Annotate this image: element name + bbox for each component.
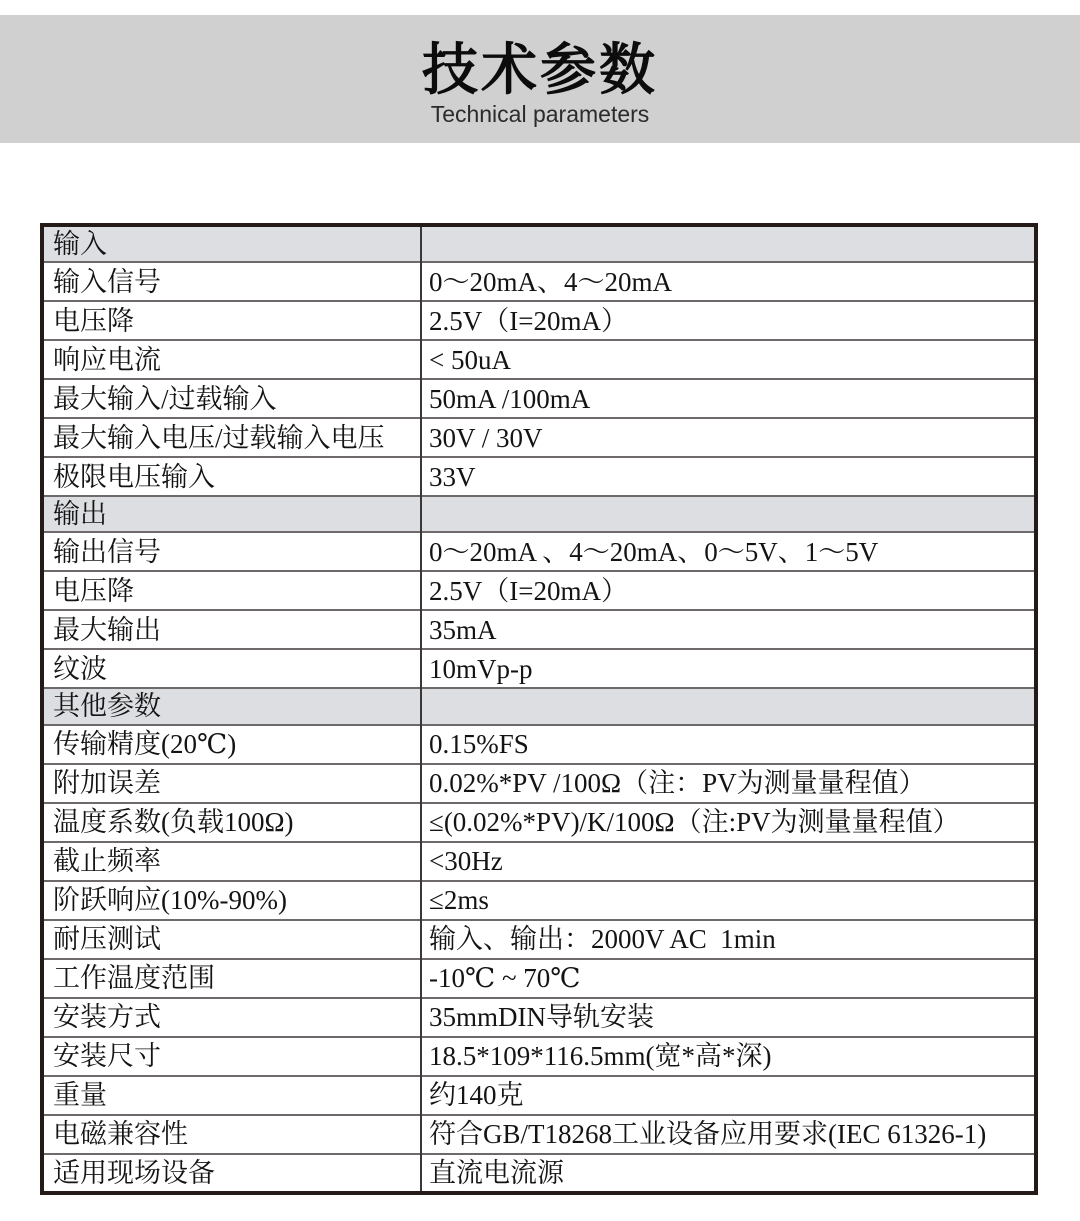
- table-row: [42, 457, 1036, 496]
- spec-table: [40, 223, 1038, 1195]
- row-value: <30Hz: [421, 842, 1036, 881]
- table-row: [42, 842, 1036, 881]
- section-value: [421, 688, 1036, 724]
- table-row: [42, 1037, 1036, 1076]
- row-label: 响应电流: [42, 340, 421, 379]
- row-value: 输入、输出：2000V AC 1min: [421, 920, 1036, 959]
- row-label: 电磁兼容性: [42, 1115, 421, 1154]
- table-row: [42, 725, 1036, 764]
- section-row-output: [42, 496, 1036, 532]
- row-value: 约140克: [421, 1076, 1036, 1115]
- title-band: [0, 15, 1080, 143]
- row-label: 附加误差: [42, 764, 421, 803]
- row-value: 0～20mA 、4～20mA、0～5V、1～5V: [421, 532, 1036, 571]
- section-row-input: [42, 225, 1036, 262]
- row-label: 传输精度(20℃): [42, 725, 421, 764]
- row-label: 阶跃响应(10%-90%): [42, 881, 421, 920]
- row-value: -10℃ ~ 70℃: [421, 959, 1036, 998]
- table-row: [42, 571, 1036, 610]
- row-label: 最大输入电压/过载输入电压: [42, 418, 421, 457]
- row-value: 10mVp-p: [421, 649, 1036, 688]
- row-value: 35mmDIN导轨安装: [421, 998, 1036, 1037]
- row-label: 工作温度范围: [42, 959, 421, 998]
- row-value: 符合GB/T18268工业设备应用要求(IEC 61326-1): [421, 1115, 1036, 1154]
- table-row: [42, 340, 1036, 379]
- section-label: 输入: [42, 225, 421, 262]
- table-row: [42, 998, 1036, 1037]
- row-label: 安装尺寸: [42, 1037, 421, 1076]
- page-subtitle: Technical parameters: [430, 101, 650, 127]
- row-value: 0～20mA、4～20mA: [421, 262, 1036, 301]
- row-value: 35mA: [421, 610, 1036, 649]
- section-label: 输出: [42, 496, 421, 532]
- section-label: 其他参数: [42, 688, 421, 724]
- row-value: 33V: [421, 457, 1036, 496]
- row-label: 安装方式: [42, 998, 421, 1037]
- table-row: [42, 262, 1036, 301]
- row-value: 2.5V（I=20mA）: [421, 301, 1036, 340]
- row-value: 2.5V（I=20mA）: [421, 571, 1036, 610]
- table-row: [42, 532, 1036, 571]
- table-row: [42, 1076, 1036, 1115]
- row-value: 30V / 30V: [421, 418, 1036, 457]
- row-value: ≤2ms: [421, 881, 1036, 920]
- row-value: 0.15%FS: [421, 725, 1036, 764]
- row-value: 0.02%*PV /100Ω（注：PV为测量量程值）: [421, 764, 1036, 803]
- row-value: ≤(0.02%*PV)/K/100Ω（注:PV为测量量程值）: [421, 803, 1036, 842]
- section-row-other: [42, 688, 1036, 724]
- row-label: 最大输出: [42, 610, 421, 649]
- table-row: [42, 418, 1036, 457]
- section-value: [421, 496, 1036, 532]
- section-value: [421, 225, 1036, 262]
- table-row: [42, 649, 1036, 688]
- row-label: 极限电压输入: [42, 457, 421, 496]
- row-label: 温度系数(负载100Ω): [42, 803, 421, 842]
- row-value: 50mA /100mA: [421, 379, 1036, 418]
- row-label: 耐压测试: [42, 920, 421, 959]
- row-label: 截止频率: [42, 842, 421, 881]
- row-value: 18.5*109*116.5mm(宽*高*深): [421, 1037, 1036, 1076]
- row-label: 电压降: [42, 301, 421, 340]
- row-label: 纹波: [42, 649, 421, 688]
- row-value: < 50uA: [421, 340, 1036, 379]
- row-label: 输入信号: [42, 262, 421, 301]
- row-label: 重量: [42, 1076, 421, 1115]
- table-row: [42, 920, 1036, 959]
- row-label: 适用现场设备: [42, 1154, 421, 1193]
- row-value: 直流电流源: [421, 1154, 1036, 1193]
- table-row: [42, 610, 1036, 649]
- row-label: 电压降: [42, 571, 421, 610]
- page-title: 技术参数: [422, 38, 658, 101]
- table-row: [42, 301, 1036, 340]
- table-row: [42, 764, 1036, 803]
- table-row: [42, 1115, 1036, 1154]
- table-row: [42, 881, 1036, 920]
- row-label: 最大输入/过载输入: [42, 379, 421, 418]
- row-label: 输出信号: [42, 532, 421, 571]
- table-row: [42, 803, 1036, 842]
- table-row: [42, 1154, 1036, 1193]
- table-row: [42, 379, 1036, 418]
- table-row: [42, 959, 1036, 998]
